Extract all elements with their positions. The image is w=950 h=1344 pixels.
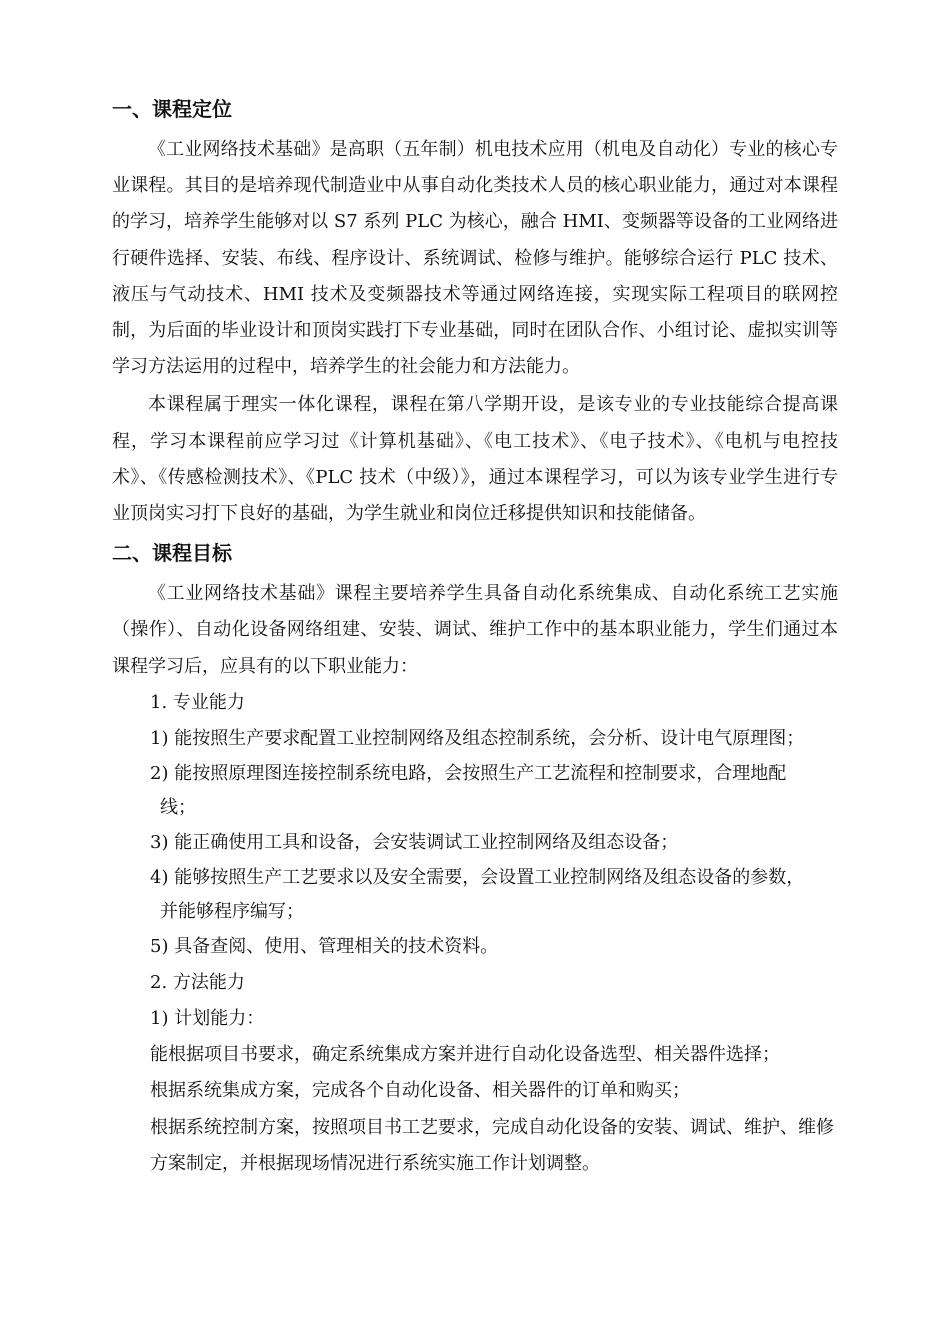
section1-heading: 一、课程定位 xyxy=(112,97,232,121)
list-item-text: 2) 能按照原理图连接控制系统电路，会按照生产工艺流程和控制要求，合理地配 xyxy=(150,762,787,784)
list-item: 3) 能正确使用工具和设备，会安装调试工业控制网络及组态设备； xyxy=(150,831,679,853)
method-line: 根据系统集成方案，完成各个自动化设备、相关器件的订单和购买； xyxy=(150,1080,690,1102)
professional-ability-title: 1. 专业能力 xyxy=(150,691,245,713)
list-item-continuation: 并能够程序编写； xyxy=(160,900,304,922)
list-item-continuation: 线； xyxy=(160,796,196,818)
method-line: 能根据项目书要求，确定系统集成方案并进行自动化设备选型、相关器件选择； xyxy=(150,1043,780,1065)
section1-paragraph: 《工业网络技术基础》是高职（五年制）机电技术应用（机电及自动化）专业的核心专业课程。其目的是培养现代制造业中从事自动化类技术人员的核心职业能力，通过对本课程的学习，培养学生能够对以 S7 系列 PLC 为核心，融合 HMI、变频器等设备的工业网络进行硬件选择、安装、布线、程序设计、系统调试、检修与维护。能够综合运行 PLC 技术、液压与气动技术、HMI 技术及变频器技术等通过网络连接，实现实际工程项目的联网控制，为后面的毕业设计和顶岗实践打下专业基础，同时在团队合作、小组讨论、虚拟实训等学习方法运用的过程中，培养学生的社会能力和方法能力。 xyxy=(112,139,838,378)
section2-intro: 《工业网络技术基础》课程主要培养学生具备自动化系统集成、自动化系统工艺实施（操作）、自动化设备网络组建、安装、调试、维护工作中的基本职业能力，学生们通过本课程学习后，应具有的以下职业能力： xyxy=(112,583,838,677)
method-line: 根据系统控制方案，按照项目书工艺要求，完成自动化设备的安装、调试、维护、维修方案制定，并根据现场情况进行系统实施工作计划调整。 xyxy=(150,1116,834,1175)
planning-ability-subtitle: 1) 计划能力： xyxy=(150,1007,265,1029)
section1-paragraph: 本课程属于理实一体化课程，课程在第八学期开设，是该专业的专业技能综合提高课程，学习本课程前应学习过《计算机基础》、《电工技术》、《电子技术》、《电机与电控技术》、《传感检测技术》、《PLC 技术（中级）》，通过本课程学习，可以为该专业学生进行专业顶岗实习打下良好的基础，为学生就业和岗位迁移提供知识和技能储备。 xyxy=(112,394,838,525)
method-ability-title: 2. 方法能力 xyxy=(150,971,245,993)
list-item: 1) 能按照生产要求配置工业控制网络及组态控制系统，会分析、设计电气原理图； xyxy=(150,727,805,749)
section2-heading: 二、课程目标 xyxy=(112,541,232,566)
list-item xyxy=(112,757,838,825)
list-item-text: 4) 能够按照生产工艺要求以及安全需要，会设置工业控制网络及组态设备的参数， xyxy=(150,866,805,888)
list-item xyxy=(112,861,838,929)
list-item: 5) 具备查阅、使用、管理相关的技术资料。 xyxy=(150,935,499,957)
